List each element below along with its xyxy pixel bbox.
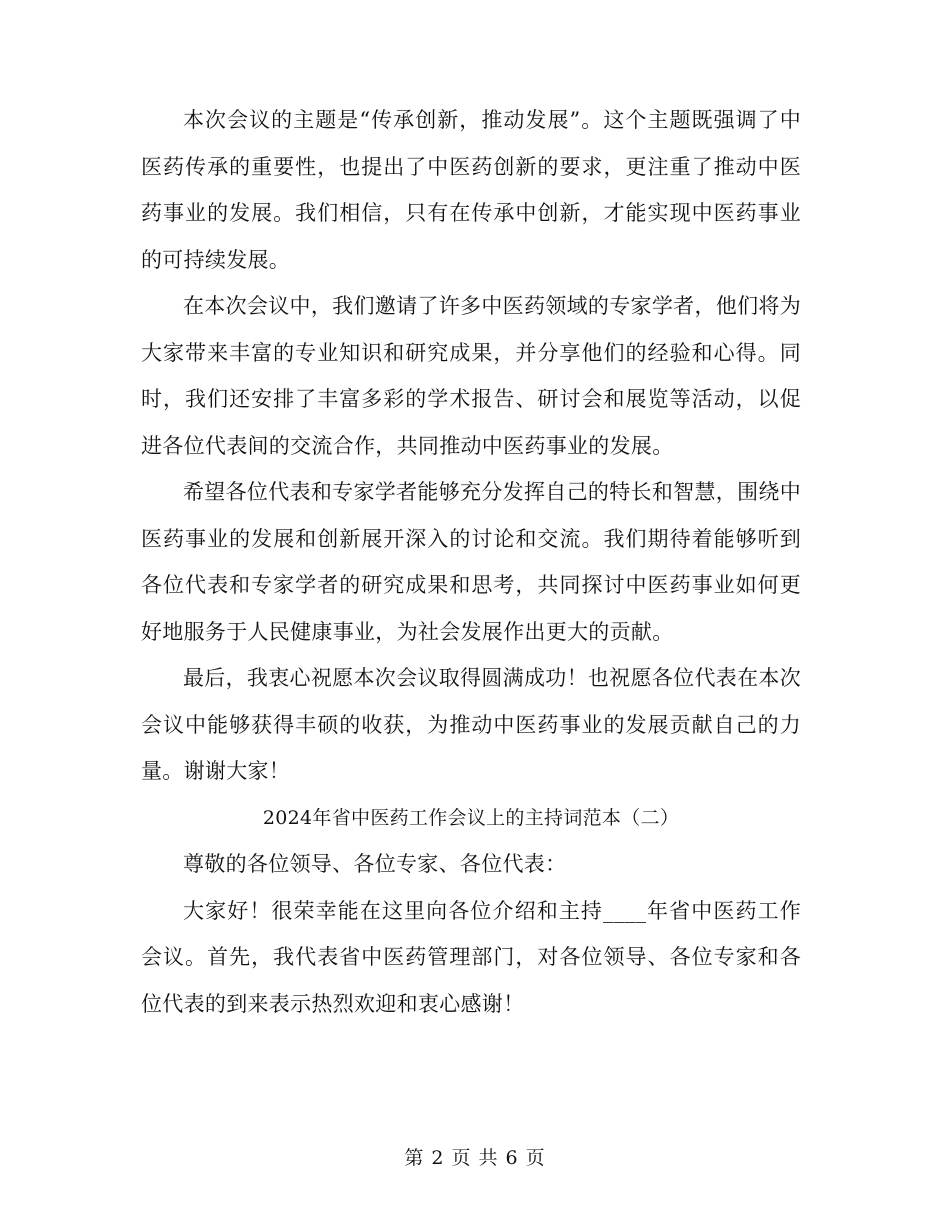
paragraph-welcome: 大家好！很荣幸能在这里向各位介绍和主持____年省中医药工作会议。首先，我代表省中医药管理部门，对各位领导、各位专家和各位代表的到来表示热烈欢迎和衷心感谢！ <box>141 898 801 1016</box>
page-number-footer: 第 2 页 共 6 页 <box>404 1147 546 1169</box>
section-heading: 2024年省中医药工作会议上的主持词范本（二） <box>262 806 680 829</box>
document-body <box>141 97 801 1027</box>
paragraph-theme: 本次会议的主题是“传承创新，推动发展”。这个主题既强调了中医药传承的重要性，也提出了中医药创新的要求，更注重了推动中医药事业的发展。我们相信，只有在传承中创新，才能实现中医药事业的可持续发展。 <box>141 108 801 272</box>
paragraph-closing: 最后，我衷心祝愿本次会议取得圆满成功！也祝愿各位代表在本次会议中能够获得丰硕的收获，为推动中医药事业的发展贡献自己的力量。谢谢大家！ <box>141 666 801 783</box>
paragraph-hope: 希望各位代表和专家学者能够充分发挥自己的特长和智慧，围绕中医药事业的发展和创新展开深入的讨论和交流。我们期待着能够听到各位代表和专家学者的研究成果和思考，共同探讨中医药事业如何更好地服务于人民健康事业，为社会发展作出更大的贡献。 <box>141 480 801 644</box>
paragraph-experts: 在本次会议中，我们邀请了许多中医药领域的专家学者，他们将为大家带来丰富的专业知识和研究成果，并分享他们的经验和心得。同时，我们还安排了丰富多彩的学术报告、研讨会和展览等活动，以促进各位代表间的交流合作，共同推动中医药事业的发展。 <box>141 294 801 458</box>
paragraph-salutation: 尊敬的各位领导、各位专家、各位代表： <box>183 852 567 876</box>
